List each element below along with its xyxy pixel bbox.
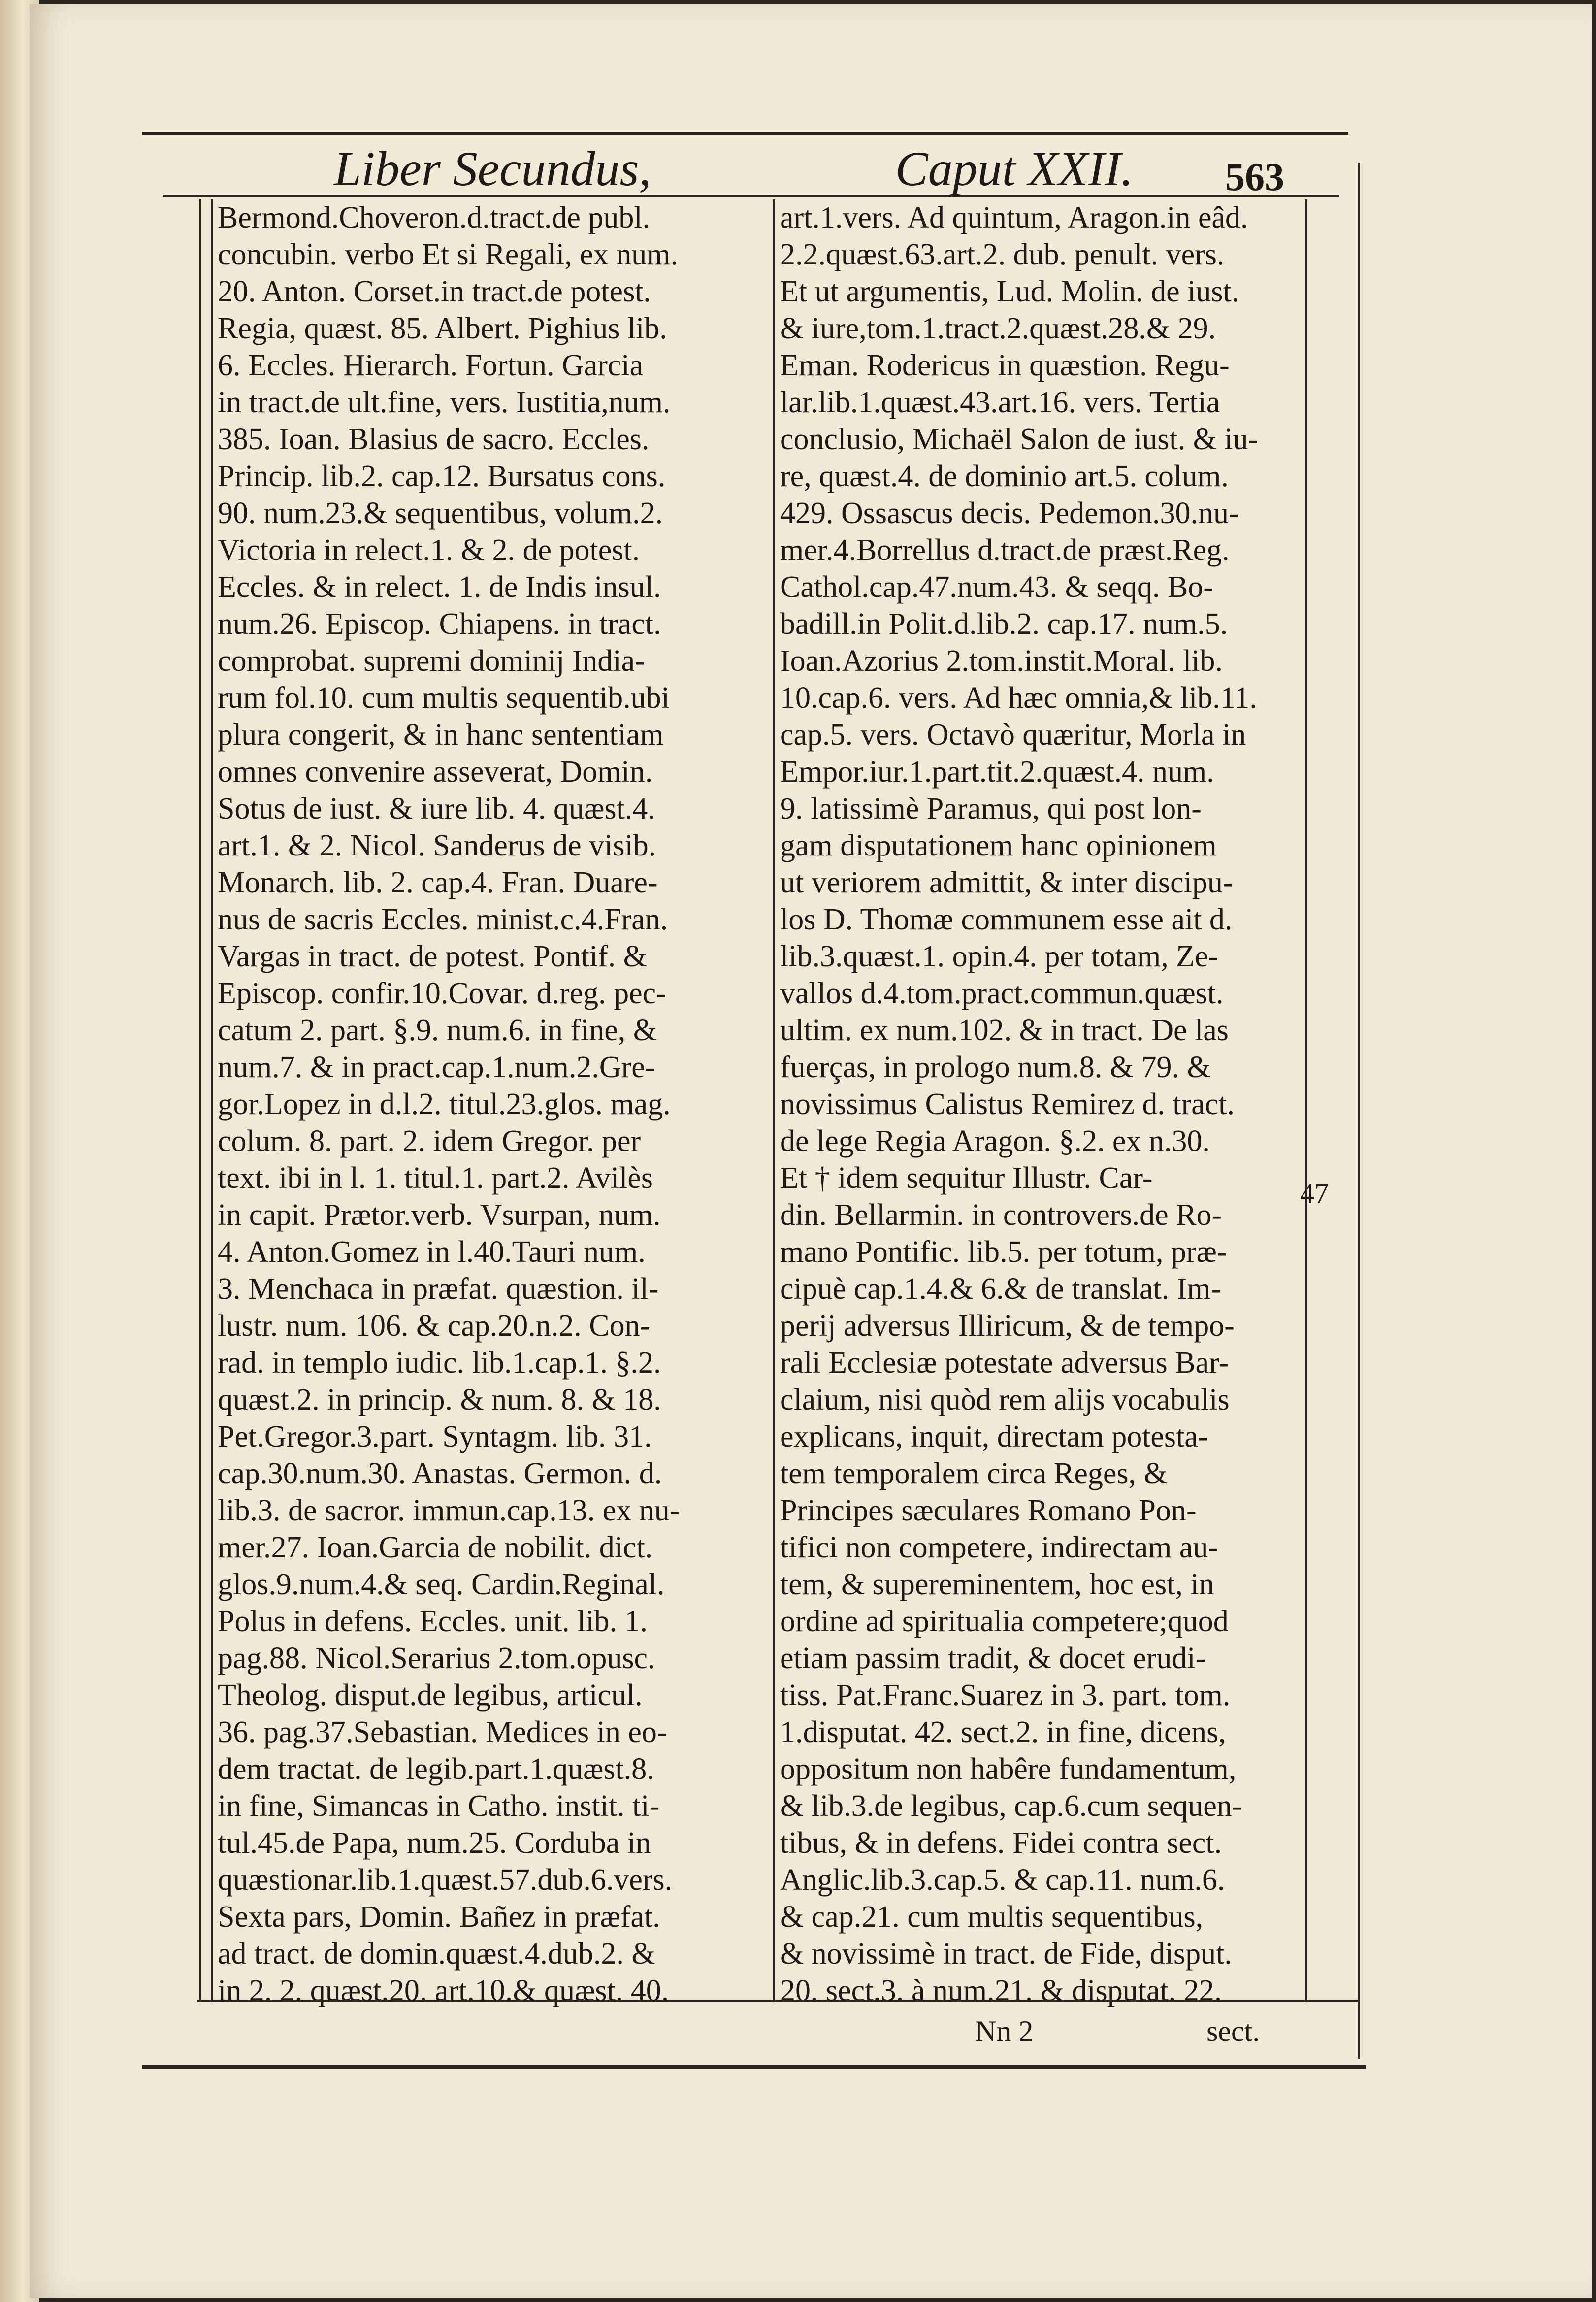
- text-line: quæstionar.lib.1.quæst.57.dub.6.vers.: [218, 1863, 673, 1897]
- text-line: omnes convenire asseverat, Domin.: [218, 755, 653, 789]
- text-line: 4. Anton.Gomez in l.40.Tauri num.: [218, 1235, 646, 1269]
- text-line: tem, & supereminentem, hoc est, in: [780, 1568, 1214, 1601]
- text-line: Ioan.Azorius 2.tom.instit.Moral. lib.: [780, 644, 1223, 678]
- text-line: ordine ad spiritualia competere;quod: [780, 1605, 1229, 1638]
- text-line: conclusio, Michaël Salon de iust. & iu-: [780, 423, 1259, 456]
- text-line: 2.2.quæst.63.art.2. dub. penult. vers.: [780, 238, 1225, 271]
- left-text-column: [211, 199, 740, 2007]
- text-line: tem temporalem circa Reges, &: [780, 1457, 1168, 1490]
- text-line: badill.in Polit.d.lib.2. cap.17. num.5.: [780, 607, 1228, 641]
- text-line: nus de sacris Eccles. minist.c.4.Fran.: [218, 903, 668, 936]
- text-line: perij adversus Illiricum, & de tempo-: [780, 1309, 1235, 1343]
- text-line: in 2. 2. quæst.20. art.10.& quæst. 40.: [218, 1974, 669, 2007]
- text-line: mer.4.Borrellus d.tract.de præst.Reg.: [780, 533, 1230, 567]
- text-line: re, quæst.4. de dominio art.5. colum.: [780, 460, 1229, 493]
- text-line: fuerças, in prologo num.8. & 79. &: [780, 1051, 1211, 1084]
- text-line: 90. num.23.& sequentibus, volum.2.: [218, 496, 663, 530]
- text-line: & lib.3.de legibus, cap.6.cum sequen-: [780, 1789, 1242, 1823]
- text-line: cap.30.num.30. Anastas. Germon. d.: [218, 1457, 662, 1490]
- text-line: tibus, & in defens. Fidei contra sect.: [780, 1826, 1222, 1860]
- text-line: Theolog. disput.de legibus, articul.: [218, 1678, 643, 1712]
- text-line: los D. Thomæ communem esse ait d.: [780, 903, 1233, 936]
- text-line: vallos d.4.tom.pract.commun.quæst.: [780, 977, 1224, 1010]
- text-line: Bermond.Choveron.d.tract.de publ.: [218, 201, 651, 234]
- text-line: comprobat. supremi dominij India-: [218, 644, 645, 678]
- header-chapter-title: Caput XXII.: [895, 141, 1134, 196]
- text-line: de lege Regia Aragon. §.2. ex n.30.: [780, 1124, 1210, 1158]
- text-line: lib.3.quæst.1. opin.4. per totam, Ze-: [780, 940, 1219, 973]
- text-line: explicans, inquit, directam potesta-: [780, 1420, 1208, 1453]
- text-line: & cap.21. cum multis sequentibus,: [780, 1900, 1204, 1934]
- text-line: tul.45.de Papa, num.25. Corduba in: [218, 1826, 651, 1860]
- text-line: Monarch. lib. 2. cap.4. Fran. Duare-: [218, 866, 658, 899]
- text-line: Anglic.lib.3.cap.5. & cap.11. num.6.: [780, 1863, 1225, 1897]
- text-line: in capit. Prætor.verb. Vsurpan, num.: [218, 1198, 661, 1232]
- text-line: Et † idem sequitur Illustr. Car-: [780, 1161, 1153, 1195]
- text-line: 6. Eccles. Hierarch. Fortun. Garcia: [218, 349, 644, 382]
- catchword: sect.: [1206, 2015, 1260, 2047]
- text-line: 20. sect.3. à num.21. & disputat. 22.: [780, 1974, 1222, 2007]
- text-line: mer.27. Ioan.Garcia de nobilit. dict.: [218, 1531, 653, 1564]
- text-line: gor.Lopez in d.l.2. titul.23.glos. mag.: [218, 1087, 671, 1121]
- running-header: [142, 140, 1353, 199]
- text-line: Episcop. confir.10.Covar. d.reg. pec-: [218, 977, 666, 1010]
- text-line: tiss. Pat.Franc.Suarez in 3. part. tom.: [780, 1678, 1231, 1712]
- text-line: in fine, Simancas in Catho. instit. ti-: [218, 1789, 660, 1823]
- text-line: oppositum non habêre fundamentum,: [780, 1752, 1237, 1786]
- text-line: Principes sæculares Romano Pon-: [780, 1494, 1197, 1527]
- text-line: Et ut argumentis, Lud. Molin. de iust.: [780, 275, 1239, 308]
- left-margin-rule: [199, 199, 201, 2002]
- text-line: 1.disputat. 42. sect.2. in fine, dicens,: [780, 1715, 1226, 1749]
- text-line: Eccles. & in relect. 1. de Indis insul.: [218, 570, 661, 604]
- right-margin-rule: [1358, 163, 1360, 2059]
- text-line: 3. Menchaca in præfat. quæstion. il-: [218, 1272, 659, 1306]
- text-line: Cathol.cap.47.num.43. & seqq. Bo-: [780, 570, 1213, 604]
- text-line: etiam passim tradit, & docet erudi-: [780, 1642, 1206, 1675]
- text-line: art.1.vers. Ad quintum, Aragon.in eâd.: [780, 201, 1248, 234]
- margin-note-number: 47: [1300, 1178, 1329, 1210]
- text-line: din. Bellarmin. in controvers.de Ro-: [780, 1198, 1222, 1232]
- text-line: & novissimè in tract. de Fide, disput.: [780, 1937, 1232, 1971]
- right-text-column: [773, 199, 1302, 2007]
- text-line: catum 2. part. §.9. num.6. in fine, &: [218, 1014, 657, 1047]
- text-line: & iure,tom.1.tract.2.quæst.28.& 29.: [780, 312, 1216, 345]
- text-line: text. ibi in l. 1. titul.1. part.2. Avilès: [218, 1161, 653, 1195]
- bottom-rule: [197, 2000, 1359, 2002]
- text-line: Victoria in relect.1. & 2. de potest.: [218, 533, 640, 567]
- text-line: Princip. lib.2. cap.12. Bursatus cons.: [218, 460, 666, 493]
- text-line: Empor.iur.1.part.tit.2.quæst.4. num.: [780, 755, 1214, 789]
- text-line: lar.lib.1.quæst.43.art.16. vers. Tertia: [780, 386, 1220, 419]
- text-line: 9. latissimè Paramus, qui post lon-: [780, 792, 1202, 825]
- text-line: ultim. ex num.102. & in tract. De las: [780, 1014, 1229, 1047]
- text-line: in tract.de ult.fine, vers. Iustitia,num.: [218, 386, 671, 419]
- header-rule: [163, 195, 1339, 197]
- text-line: lib.3. de sacror. immun.cap.13. ex nu-: [218, 1494, 680, 1527]
- text-line: num.26. Episcop. Chiapens. in tract.: [218, 607, 661, 641]
- text-line: 20. Anton. Corset.in tract.de potest.: [218, 275, 651, 308]
- text-line: 429. Ossascus decis. Pedemon.30.nu-: [780, 496, 1239, 530]
- right-column-rule: [1305, 199, 1307, 2002]
- text-line: 385. Ioan. Blasius de sacro. Eccles.: [218, 423, 650, 456]
- text-line: num.7. & in pract.cap.1.num.2.Gre-: [218, 1051, 655, 1084]
- text-line: art.1. & 2. Nicol. Sanderus de visib.: [218, 829, 656, 862]
- text-line: rad. in templo iudic. lib.1.cap.1. §.2.: [218, 1346, 661, 1380]
- text-line: 10.cap.6. vers. Ad hæc omnia,& lib.11.: [780, 681, 1257, 715]
- text-line: pag.88. Nicol.Serarius 2.tom.opusc.: [218, 1642, 655, 1675]
- frame-bottom-rule: [142, 2065, 1366, 2069]
- page-number: 563: [1225, 156, 1284, 199]
- text-line: glos.9.num.4.& seq. Cardin.Reginal.: [218, 1568, 665, 1601]
- text-line: Eman. Rodericus in quæstion. Regu-: [780, 349, 1230, 382]
- text-line: mano Pontific. lib.5. per totum, præ-: [780, 1235, 1227, 1269]
- text-line: dem tractat. de legib.part.1.quæst.8.: [218, 1752, 654, 1786]
- header-book-title: Liber Secundus,: [334, 141, 651, 196]
- text-line: plura congerit, & in hanc sententiam: [218, 718, 664, 752]
- text-line: rum fol.10. cum multis sequentib.ubi: [218, 681, 670, 715]
- text-line: Pet.Gregor.3.part. Syntagm. lib. 31.: [218, 1420, 652, 1453]
- text-line: Vargas in tract. de potest. Pontif. &: [218, 940, 647, 973]
- signature-mark: Nn 2: [975, 2015, 1034, 2047]
- text-line: Sotus de iust. & iure lib. 4. quæst.4.: [218, 792, 655, 825]
- text-line: rali Ecclesiæ potestate adversus Bar-: [780, 1346, 1229, 1380]
- text-line: concubin. verbo Et si Regali, ex num.: [218, 238, 678, 271]
- text-line: tifici non competere, indirectam au-: [780, 1531, 1219, 1564]
- text-line: Sexta pars, Domin. Bañez in præfat.: [218, 1900, 660, 1934]
- text-line: Polus in defens. Eccles. unit. lib. 1.: [218, 1605, 648, 1638]
- text-line: lustr. num. 106. & cap.20.n.2. Con-: [218, 1309, 651, 1343]
- text-line: gam disputationem hanc opinionem: [780, 829, 1217, 862]
- frame-top-rule: [142, 132, 1348, 135]
- text-line: Regia, quæst. 85. Albert. Pighius lib.: [218, 312, 667, 345]
- text-line: cipuè cap.1.4.& 6.& de translat. Im-: [780, 1272, 1221, 1306]
- text-line: colum. 8. part. 2. idem Gregor. per: [218, 1124, 641, 1158]
- text-line: novissimus Calistus Remirez d. tract.: [780, 1087, 1235, 1121]
- text-line: ut veriorem admittit, & inter discipu-: [780, 866, 1233, 899]
- text-line: quæst.2. in princip. & num. 8. & 18.: [218, 1383, 661, 1416]
- text-line: cap.5. vers. Octavò quæritur, Morla in: [780, 718, 1246, 752]
- text-line: ad tract. de domin.quæst.4.dub.2. &: [218, 1937, 655, 1971]
- text-line: claium, nisi quòd rem alijs vocabulis: [780, 1383, 1230, 1416]
- text-line: 36. pag.37.Sebastian. Medices in eo-: [218, 1715, 667, 1749]
